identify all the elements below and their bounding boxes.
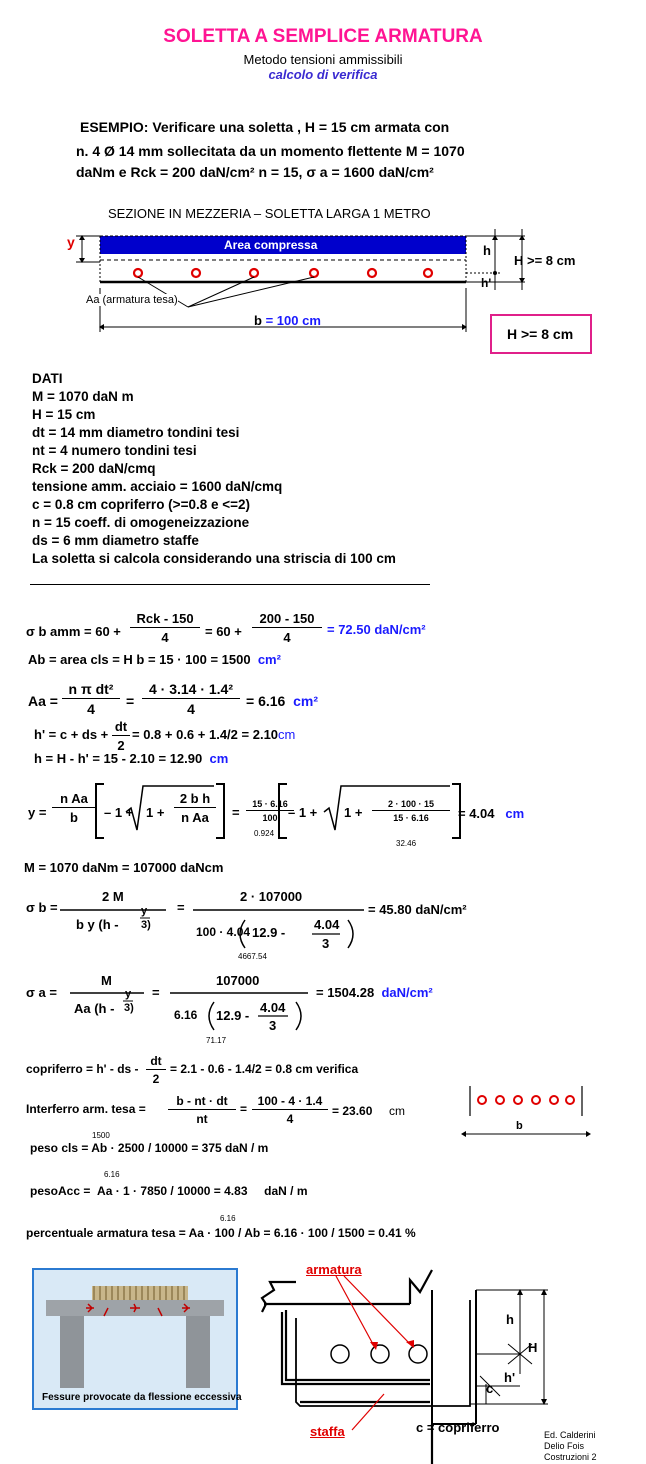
dati-line: ds = 6 mm diametro staffe <box>32 533 199 548</box>
credits <box>544 1430 597 1463</box>
sigma-a-den2d: 3 <box>269 1018 277 1033</box>
sigma-a-num1: M <box>101 973 112 988</box>
num: n Aa <box>52 791 96 808</box>
y-one: 1 + <box>146 805 165 820</box>
H-dim-label: H >= 8 cm <box>514 253 576 268</box>
dati-line: H = 15 cm <box>32 407 96 422</box>
sigma-a-den2b: 12.9 - <box>216 1008 250 1023</box>
sigma-b-den2y: 4.04 <box>314 917 340 932</box>
interferro-lhs: Interferro arm. tesa = <box>26 1102 146 1116</box>
section-caption: SEZIONE IN MEZZERIA – SOLETTA LARGA 1 METRO <box>108 206 431 221</box>
y-eq: = <box>232 805 240 820</box>
example-label: ESEMPIO <box>80 119 144 135</box>
aa-label: Aa (armatura tesa) <box>86 294 178 306</box>
sigma-a-den2a: 6.16 <box>174 1008 198 1022</box>
copriferro-rhs: = 2.1 - 0.6 - 1.4/2 = 0.8 cm verifica <box>170 1062 359 1076</box>
peso-acc-text: Aa · 1 · 7850 / 10000 = 4.83 <box>97 1184 248 1198</box>
y-small-3246: 32.46 <box>396 839 417 848</box>
sigma-a-unit: daN/cm² <box>381 985 433 1000</box>
compressed-area-label: Area compressa <box>224 238 318 252</box>
den: 4 <box>286 1112 294 1126</box>
sigma-a-value: = 1504.28 <box>316 985 375 1000</box>
interferro-value: = 23.60 <box>332 1104 373 1118</box>
sigma-b-den2a: 100 · 4.04 <box>196 925 251 939</box>
den: 4 <box>187 701 195 717</box>
dati-line: tensione amm. acciaio = 1600 daN/cmq <box>32 479 283 494</box>
den: 2 <box>152 1072 160 1086</box>
sigma-a-den2y: 4.04 <box>260 1000 286 1015</box>
m-conversion: M = 1070 daNm = 107000 daNcm <box>24 860 224 875</box>
example-line-2: n. 4 Ø 14 mm sollecitata da un momento flettente M = 1070 <box>76 143 465 159</box>
dati-heading: DATI <box>32 371 63 386</box>
den: 100 <box>262 813 278 823</box>
h-text: h = H - h' = 15 - 2.10 = <box>34 751 167 766</box>
den: 4 <box>283 630 291 645</box>
sigma-b-den1a: b y (h - <box>76 917 119 932</box>
sigma-b-eq: = <box>177 900 185 915</box>
detail-c-label: c <box>486 1381 494 1396</box>
sigma-a-small: 71.17 <box>206 1036 227 1045</box>
y-one2: 1 + <box>344 805 363 820</box>
num: dt <box>146 1054 166 1070</box>
num: 200 - 150 <box>252 611 322 628</box>
y-minus2: – 1 + <box>288 805 318 820</box>
sigma-b-result: = 45.80 daN/cm² <box>368 902 467 917</box>
peso-cls: peso cls = Ab · 2500 / 10000 = 375 daN / m <box>30 1141 269 1155</box>
mini-b-label: b <box>516 1120 523 1132</box>
sigma-a-den1y: y <box>125 988 132 1000</box>
sigma-b-amm-mid: = 60 + <box>205 624 242 639</box>
interferro-unit: cm <box>389 1104 406 1118</box>
peso-cls-small: 1500 <box>92 1131 110 1140</box>
num: 4 · 3.14 · 1.4² <box>142 681 240 699</box>
den: b <box>70 810 78 825</box>
detail-H-label: H <box>528 1340 538 1355</box>
hprime-lhs: h' = c + ds + <box>34 727 109 742</box>
den: 3 <box>141 919 148 931</box>
den: 4 <box>87 701 95 717</box>
interferro-eq: = <box>240 1102 248 1116</box>
aa-unit: cm² <box>293 693 319 709</box>
hprime-dim-label: h' <box>481 276 492 290</box>
calc-mode: calcolo di verifica <box>268 67 378 82</box>
credit-line: Ed. Calderini <box>544 1430 596 1440</box>
sigma-a-num2: 107000 <box>216 973 260 988</box>
aa-eq: = <box>126 693 135 709</box>
num: n π dt² <box>62 681 120 699</box>
b-value: = 100 cm <box>265 313 321 328</box>
aa-lhs: Aa = <box>28 693 58 709</box>
c-definition: c = copriferro <box>416 1420 500 1435</box>
example-line-3: daNm e Rck = 200 daN/cm² n = 15, σ a = 1600 daN/cm² <box>76 164 434 180</box>
aa-value: = 6.16 <box>246 693 286 709</box>
y-minus1: – 1 + <box>104 805 134 820</box>
dati-line: Rck = 200 daN/cmq <box>32 461 156 476</box>
dati-line: M = 1070 daN m <box>32 389 134 404</box>
den: 3 <box>124 1002 131 1014</box>
result: = 72.50 daN/cm² <box>327 622 426 637</box>
peso-acc-unit: daN / m <box>264 1184 308 1198</box>
peso-acc-small: 6.16 <box>104 1170 120 1179</box>
num: dt <box>112 719 130 736</box>
sigma-b-den1y: y <box>141 905 148 917</box>
credit-line: Costruzioni 2 <box>544 1452 597 1462</box>
sigma-b-den1d: 3) <box>141 919 151 931</box>
den: nt <box>196 1112 208 1126</box>
copriferro-lhs: copriferro = h' - ds - <box>26 1062 139 1076</box>
y-value: = 4.04 <box>458 806 495 821</box>
y-unit: cm <box>505 806 525 821</box>
sigma-b-lhs: σ b = <box>26 900 58 915</box>
den: 2 <box>117 738 125 753</box>
detail-h-label: h <box>506 1312 514 1327</box>
sigma-a-eq: = <box>152 985 160 1000</box>
num: 100 - 4 · 1.4 <box>252 1094 328 1110</box>
hprime-calc: = 0.8 + 0.6 + 1.4/2 = <box>132 727 250 742</box>
photo-caption: Fessure provocate da flessione eccessiva <box>42 1392 242 1403</box>
armatura-label: armatura <box>306 1262 362 1277</box>
num: 15 · 6.16 <box>246 799 294 811</box>
sigma-a-den1d: 3) <box>124 1002 134 1014</box>
dati-line: n = 15 coeff. di omogeneizzazione <box>32 515 250 530</box>
hprime-unit: cm <box>278 727 296 742</box>
num: 2 · 100 · 15 <box>372 799 450 811</box>
H-box-label: H >= 8 cm <box>507 326 574 342</box>
sigma-b-small: 4667.54 <box>238 952 267 961</box>
percent-armatura: percentuale armatura tesa = Aa · 100 / Ab = 6.16 · 100 / 1500 = 0.41 % <box>26 1226 416 1240</box>
num: b - nt · dt <box>168 1094 236 1110</box>
dati-line: La soletta si calcola considerando una striscia di 100 cm <box>32 551 396 566</box>
dati-line: nt = 4 numero tondini tesi <box>32 443 197 458</box>
den: 4 <box>161 630 169 645</box>
hprime-value: 2.10 <box>252 727 279 742</box>
peso-acc-lhs: pesoAcc = <box>30 1184 91 1198</box>
dati-line: dt = 14 mm diametro tondini tesi <box>32 425 240 440</box>
b-symbol: b <box>254 313 262 328</box>
sigma-a-lhs: σ a = <box>26 985 57 1000</box>
sigma-b-num2: 2 · 107000 <box>240 889 303 904</box>
credit-line: Delio Fois <box>544 1441 585 1451</box>
y-lhs: y = <box>28 805 47 820</box>
example-text: : Verificare una soletta , H = 15 cm armata con <box>143 119 450 135</box>
ab-unit: cm² <box>257 652 281 667</box>
h-unit: cm <box>209 751 229 766</box>
page-title: SOLETTA A SEMPLICE ARMATURA <box>163 26 483 47</box>
sigma-a-den1a: Aa (h - <box>74 1001 115 1016</box>
dati-line: c = 0.8 cm copriferro (>=0.8 e <=2) <box>32 497 250 512</box>
staffa-label: staffa <box>310 1424 345 1439</box>
num: 2 b h <box>174 791 216 808</box>
sigma-b-num1: 2 M <box>102 889 124 904</box>
ab-text: Ab = area cls = H b = 15 · 100 = 1500 <box>28 652 251 667</box>
den: n Aa <box>181 810 209 825</box>
sigma-b-amm-lhs: σ b amm = 60 + <box>26 624 121 639</box>
sigma-b-den2b: 12.9 - <box>252 925 286 940</box>
detail-hprime-label: h' <box>504 1370 516 1385</box>
sigma-b-den2d: 3 <box>322 936 330 951</box>
den: 15 · 6.16 <box>393 813 429 823</box>
y-dim-label: y <box>67 234 75 250</box>
h-value: 12.90 <box>169 751 203 766</box>
page-subtitle: Metodo tensioni ammissibili <box>243 52 403 67</box>
h-dim-label: h <box>483 243 491 258</box>
num: Rck - 150 <box>130 611 200 628</box>
y-small-0924: 0.924 <box>254 829 275 838</box>
perc-small: 6.16 <box>220 1214 236 1223</box>
